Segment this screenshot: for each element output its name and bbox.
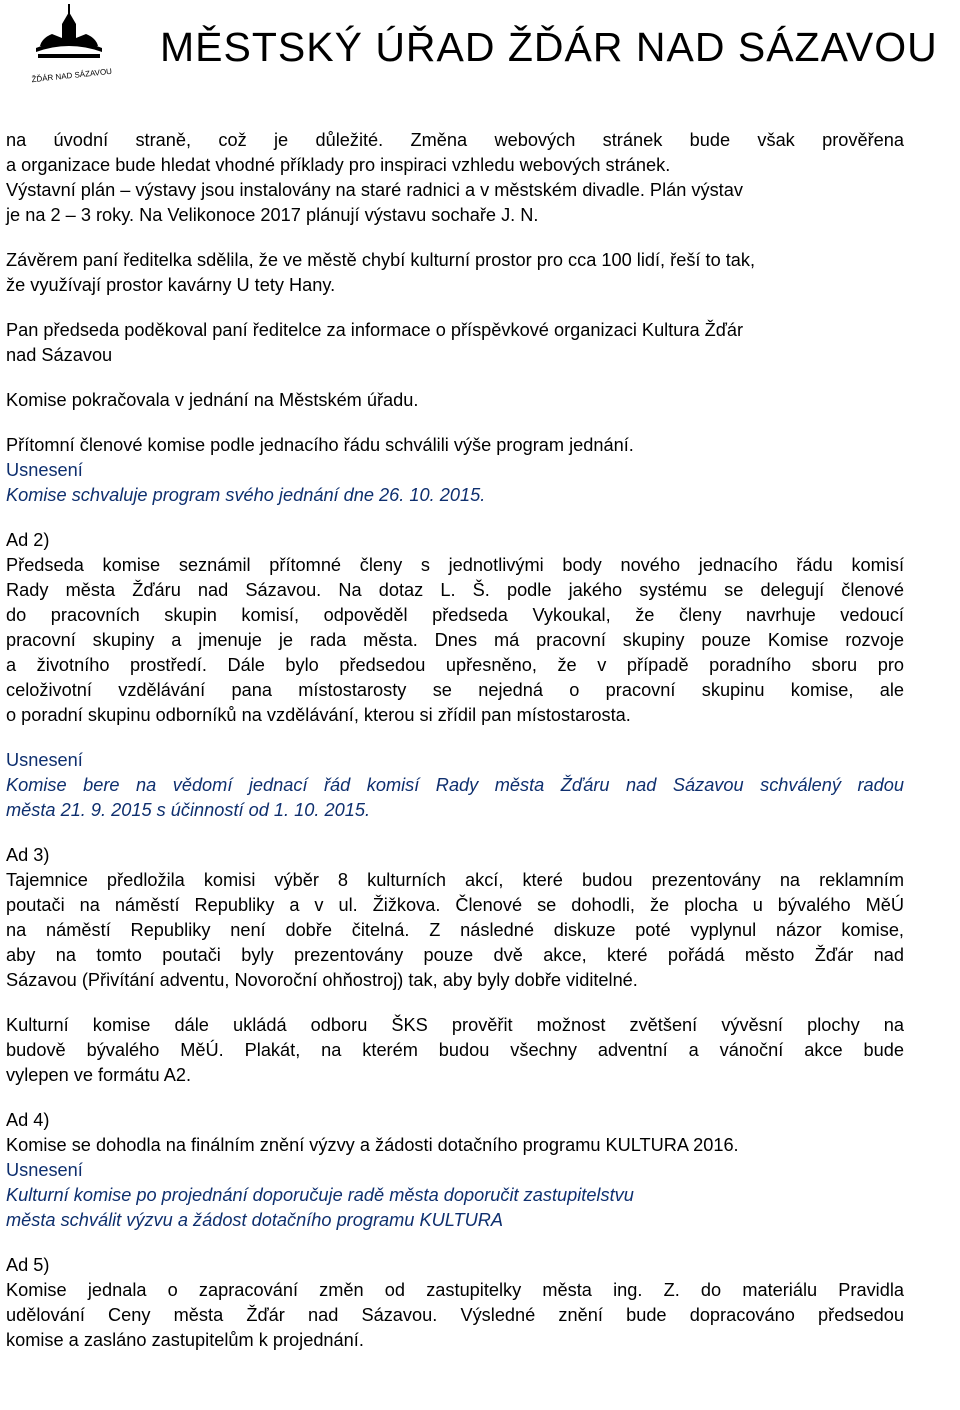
resolution-text: města schválit výzvu a žádost dotačního programu KULTURA bbox=[6, 1210, 504, 1230]
text-line: a organizace bude hledat vhodné příklady pro inspiraci vzhledu webových stránek. bbox=[6, 155, 671, 175]
text-line: udělování Ceny města Žďár nad Sázavou. Výsledné znění bude dopracováno předsedou bbox=[6, 1305, 904, 1325]
page-header bbox=[0, 0, 960, 100]
text-line: vylepen ve formátu A2. bbox=[6, 1065, 192, 1085]
agenda-item-heading: Ad 5) bbox=[6, 1255, 50, 1275]
text-line: budově bývalého MěÚ. Plakát, na kterém budou všechny adventní a vánoční akce bude bbox=[6, 1040, 904, 1060]
text-line: na úvodní straně, což je důležité. Změna webových stránek bude však prověřena bbox=[6, 130, 904, 150]
text-line: aby na tomto poutači byly prezentovány pouze dvě akce, které pořádá město Žďár nad bbox=[6, 945, 904, 965]
agenda-item-heading: Ad 4) bbox=[6, 1110, 50, 1130]
town-logo bbox=[22, 4, 122, 96]
resolution-label: Usnesení bbox=[6, 750, 83, 770]
resolution-text: Komise schvaluje program svého jednání dne 26. 10. 2015. bbox=[6, 485, 486, 505]
text-line: Výstavní plán – výstavy jsou instalovány na staré radnici a v městském divadle. Plán výstav bbox=[6, 180, 743, 200]
document-body bbox=[6, 128, 904, 1353]
text-line: Rady města Žďáru nad Sázavou. Na dotaz L. Š. podle jakého systému se delegují členové bbox=[6, 580, 904, 600]
text-line: Závěrem paní ředitelka sdělila, že ve městě chybí kulturní prostor pro cca 100 lidí, řeší to tak, bbox=[6, 250, 756, 270]
text-line: do pracovních skupin komisí, odpověděl předseda Vykoukal, že členy navrhuje vedoucí bbox=[6, 605, 904, 625]
text-line: Pan předseda poděkoval paní ředitelce za informace o příspěvkové organizaci Kultura Žďár bbox=[6, 320, 744, 340]
text-line: Předseda komise seznámil přítomné členy s jednotlivými body nového jednacího řádu komisí bbox=[6, 555, 904, 575]
agenda-item-heading: Ad 3) bbox=[6, 845, 50, 865]
resolution-text: města 21. 9. 2015 s účinností od 1. 10. 2015. bbox=[6, 800, 370, 820]
text-line: poutači na náměstí Republiky a v ul. Žižkova. Členové se dohodli, že plocha u bývalého MěÚ bbox=[6, 895, 904, 915]
text-line: že využívají prostor kavárny U tety Hany. bbox=[6, 275, 336, 295]
text-line: Sázavou (Přivítání adventu, Novoroční ohňostroj) tak, aby byly dobře viditelné. bbox=[6, 970, 638, 990]
text-line: komise a zasláno zastupitelům k projednání. bbox=[6, 1330, 364, 1350]
text-line: Přítomní členové komise podle jednacího řádu schválili výše program jednání. bbox=[6, 435, 634, 455]
text-line: je na 2 – 3 roky. Na Velikonoce 2017 plánují výstavu sochaře J. N. bbox=[6, 205, 539, 225]
text-line: Kulturní komise dále ukládá odboru ŠKS prověřit možnost zvětšení vývěsní plochy na bbox=[6, 1015, 904, 1035]
text-line: o poradní skupinu odborníků na vzdělávání, kterou si zřídil pan místostarosta. bbox=[6, 705, 631, 725]
text-line: a životního prostředí. Dále bylo předsedou upřesněno, že v případě poradního sboru pro bbox=[6, 655, 904, 675]
text-line: na náměstí Republiky není dobře čitelná. Z následné diskuze poté vyplynul názor komise, bbox=[6, 920, 904, 940]
office-title: MĚSTSKÝ ÚŘAD ŽĎÁR NAD SÁZAVOU bbox=[160, 24, 938, 70]
text-line: Tajemnice předložila komisi výběr 8 kulturních akcí, které budou prezentovány na reklamním bbox=[6, 870, 904, 890]
text-line: celoživotní vzdělávání pana místostarosty se nejedná o pracovní skupinu komise, ale bbox=[6, 680, 904, 700]
text-line: nad Sázavou bbox=[6, 345, 113, 365]
text-line: Komise se dohodla na finálním znění výzvy a žádosti dotačního programu KULTURA 2016. bbox=[6, 1135, 739, 1155]
svg-text:ŽĎÁR NAD SÁZAVOU: ŽĎÁR NAD SÁZAVOU bbox=[31, 66, 113, 85]
resolution-text: Komise bere na vědomí jednací řád komisí Rady města Žďáru nad Sázavou schválený radou bbox=[6, 775, 904, 795]
agenda-item-heading: Ad 2) bbox=[6, 530, 50, 550]
resolution-label: Usnesení bbox=[6, 460, 83, 480]
resolution-label: Usnesení bbox=[6, 1160, 83, 1180]
text-line: Komise jednala o zapracování změn od zastupitelky města ing. Z. do materiálu Pravidla bbox=[6, 1280, 904, 1300]
text-line: pracovní skupiny a jmenuje je rada města. Dnes má pracovní skupiny pouze Komise rozvoje bbox=[6, 630, 904, 650]
text-line: Komise pokračovala v jednání na Městském úřadu. bbox=[6, 390, 419, 410]
resolution-text: Kulturní komise po projednání doporučuje radě města doporučit zastupitelstvu bbox=[6, 1185, 634, 1205]
